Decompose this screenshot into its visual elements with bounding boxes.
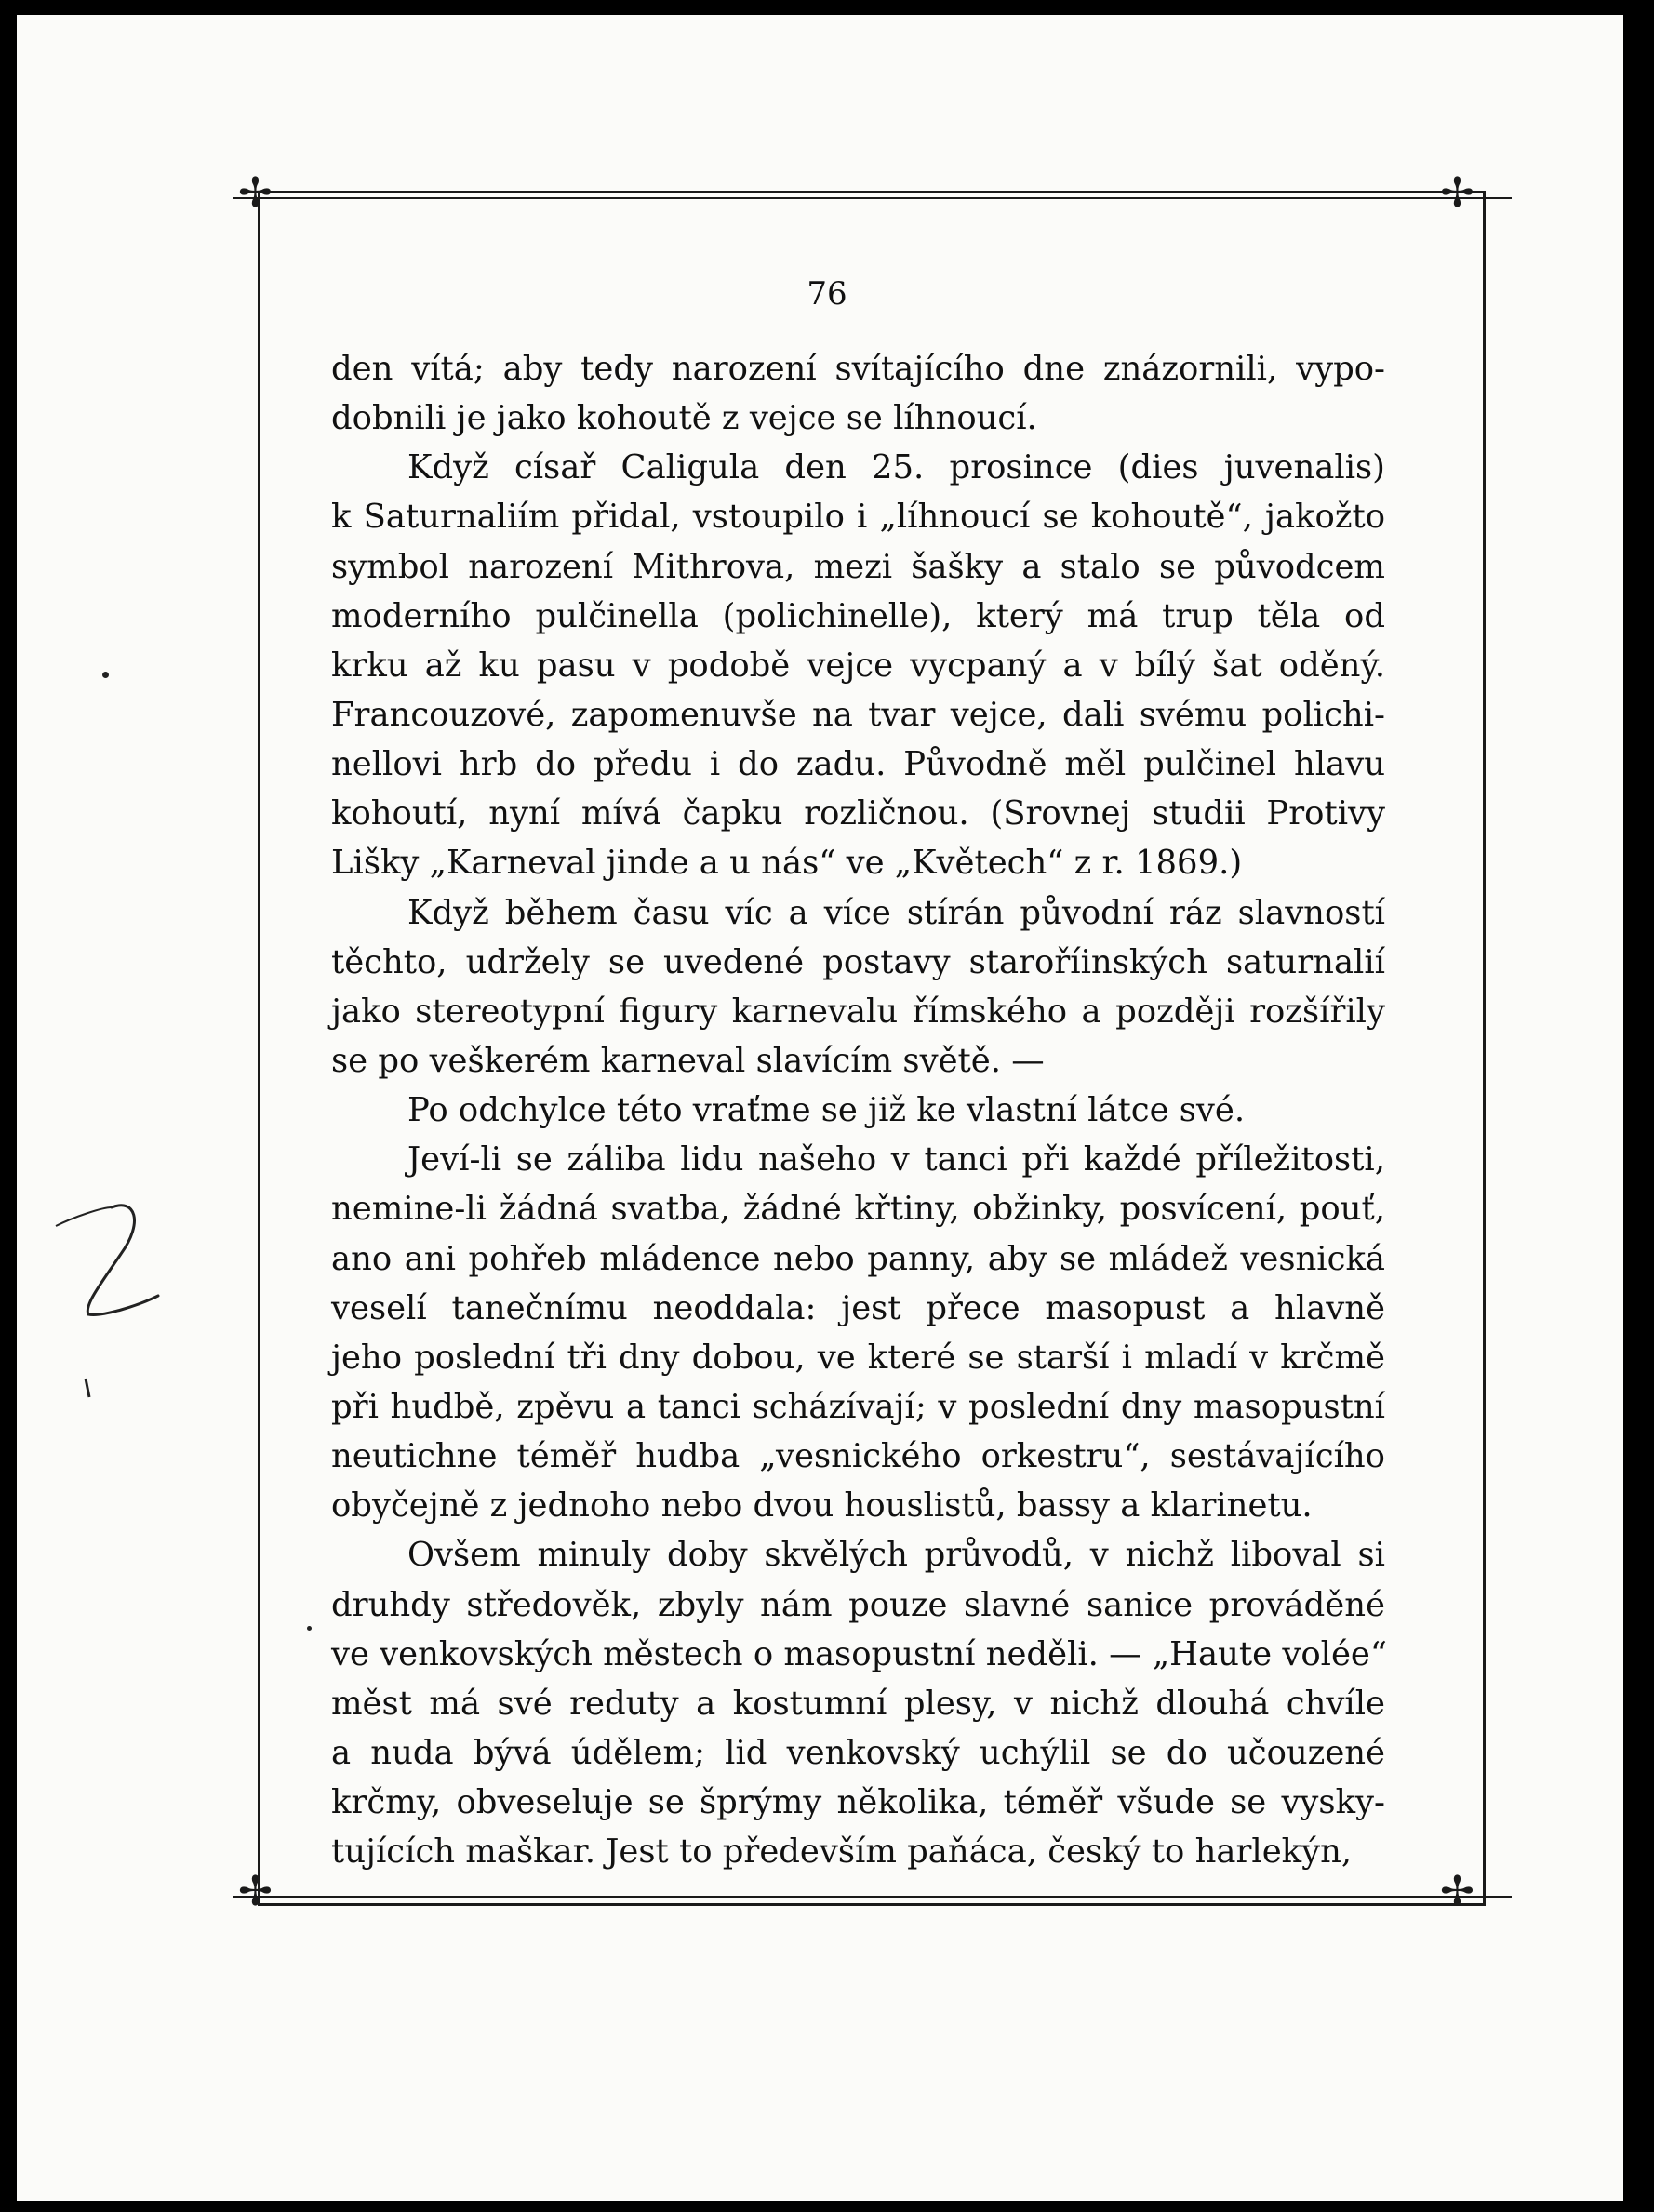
text-line: tujících maškar. Jest to především paňáca, český to harlekýn, (331, 1832, 1353, 1872)
text-line: Francouzové, zapomenuvše na tvar vejce, dali svému polichi- (331, 695, 1385, 734)
text-line: symbol narození Mithrova, mezi šašky a stalo se původcem (331, 547, 1385, 586)
text-line: Jeví-li se záliba lidu našeho v tanci při každé příležitosti, (407, 1140, 1385, 1179)
text-line: jako stereotypní figury karnevalu římského a později rozšířily (331, 992, 1385, 1031)
text-line: těchto, udržely se uvedené postavy staroříinských saturnalií (331, 942, 1385, 981)
text-line: obyčejně z jednoho nebo dvou houslistů, bassy a klarinetu. (331, 1486, 1313, 1526)
text-line: Lišky „Karneval jinde a u nás“ ve „Květech“ z r. 1869.) (331, 844, 1243, 883)
corner-ornament-bottom-right-icon: ✢ (1440, 1868, 1474, 1915)
text-line: Když během času víc a více stírán původní ráz slavností (407, 893, 1385, 932)
corner-ornament-bottom-left-icon: ✢ (238, 1868, 273, 1915)
page-number: 76 (807, 275, 847, 313)
text-line: neutichne téměř hudba „vesnického orkestru“, sestávajícího (331, 1437, 1385, 1476)
speck (102, 672, 109, 678)
speck (307, 1626, 312, 1631)
scan-edge (1623, 0, 1654, 2212)
text-line: nemine-li žádná svatba, žádné křtiny, obžinky, posvícení, pouť, (331, 1190, 1385, 1229)
text-line: druhdy středověk, zbyly nám pouze slavné sanice prováděné (331, 1585, 1385, 1624)
text-line: jeho poslední tři dny dobou, ve které se starší i mladí v krčmě (331, 1338, 1385, 1377)
handwritten-mark-icon (47, 1189, 167, 1338)
text-line: při hudbě, zpěvu a tanci scházívají; v poslední dny masopustní (331, 1387, 1385, 1426)
text-line: ano ani pohřeb mládence nebo panny, aby se mládež vesnická (331, 1239, 1385, 1278)
text-line: se po veškerém karneval slavícím světě. — (331, 1041, 1045, 1080)
text-line: veselí tanečnímu neoddala: jest přece masopust a hlavně (331, 1288, 1385, 1327)
text-line: Po odchylce této vraťme se již ke vlastní látce své. (407, 1091, 1246, 1130)
corner-ornament-top-left-icon: ✢ (238, 169, 273, 217)
corner-ornament-top-right-icon: ✢ (1440, 169, 1474, 217)
text-line: Ovšem minuly doby skvělých průvodů, v nichž liboval si (407, 1536, 1385, 1575)
text-line: měst má své reduty a kostumní plesy, v nichž dlouhá chvíle (331, 1684, 1385, 1723)
margin-tick-icon (84, 1377, 91, 1399)
text-line: krčmy, obveseluje se šprýmy několika, téměř všude se vysky- (331, 1783, 1385, 1822)
text-line: Když císař Caligula den 25. prosince (dies juvenalis) (407, 448, 1385, 487)
text-line: krku až ku pasu v podobě vejce vycpaný a v bílý šat oděný. (331, 646, 1385, 685)
text-line: den vítá; aby tedy narození svítajícího dne znázornili, vypo- (331, 350, 1385, 388)
text-line: dobnili je jako kohoutě z vejce se líhnoucí. (331, 399, 1037, 438)
text-line: ve venkovských městech o masopustní neděli. — „Haute volée“ (331, 1634, 1387, 1673)
text-line: kohoutí, nyní mívá čapku rozličnou. (Srovnej studii Protivy (331, 794, 1385, 833)
text-line: nellovi hrb do předu i do zadu. Původně měl pulčinel hlavu (331, 745, 1385, 784)
text-line: a nuda bývá údělem; lid venkovský uchýlil se do učouzené (331, 1733, 1385, 1772)
text-line: k Saturnaliím přidal, vstoupilo i „líhnoucí se kohoutě“, jakožto (331, 498, 1385, 537)
body-text (331, 344, 1385, 1876)
text-line: moderního pulčinella (polichinelle), který má trup těla od (331, 596, 1385, 635)
